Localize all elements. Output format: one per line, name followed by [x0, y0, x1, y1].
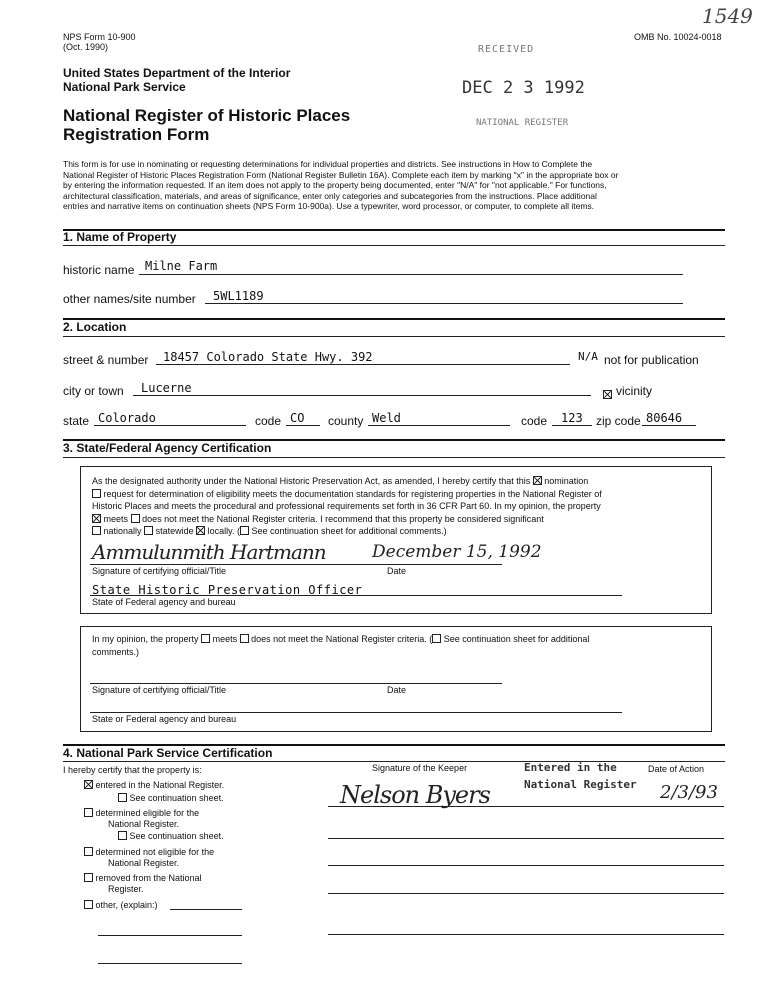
section-3-heading: 3. State/Federal Agency Certification	[63, 441, 272, 455]
keeper-intro: I hereby certify that the property is:	[63, 765, 202, 775]
option-other: other, (explain:)	[84, 900, 158, 911]
does-not-meet-checkbox[interactable]	[131, 514, 140, 523]
entered-stamp-line1: Entered in the	[524, 761, 617, 774]
determination-checkbox[interactable]	[92, 489, 101, 498]
section-2-heading: 2. Location	[63, 320, 127, 334]
other-explain-line	[98, 935, 242, 936]
department-name: United States Department of the Interior	[63, 66, 291, 80]
option-removed: removed from the National	[84, 873, 202, 884]
keeper-line	[328, 838, 724, 839]
state-label: state	[63, 414, 90, 428]
opinion-meets-checkbox[interactable]	[201, 634, 210, 643]
agency-line	[90, 595, 622, 596]
continuation-checkbox[interactable]	[118, 831, 127, 840]
not-for-publication-label: not for publication	[604, 353, 699, 367]
field-underline	[552, 425, 592, 426]
field-underline	[205, 303, 683, 304]
field-underline	[94, 425, 246, 426]
removed-checkbox[interactable]	[84, 873, 93, 882]
city-value[interactable]: Lucerne	[141, 381, 192, 395]
continuation-checkbox[interactable]	[118, 793, 127, 802]
county-label: county	[328, 414, 364, 428]
zip-value[interactable]: 80646	[646, 411, 683, 425]
other-names-label: other names/site number	[63, 292, 196, 306]
option-not-eligible-line2: National Register.	[108, 858, 180, 868]
state-value[interactable]: Colorado	[98, 411, 156, 425]
section-4-heading: 4. National Park Service Certification	[63, 746, 273, 760]
form-subtitle: Registration Form	[63, 125, 210, 144]
locally-checkbox[interactable]	[196, 526, 205, 535]
official-title: State Historic Preservation Officer	[92, 583, 363, 597]
section-divider	[63, 761, 725, 762]
field-underline	[642, 425, 696, 426]
option-eligible-continuation: See continuation sheet.	[118, 831, 224, 842]
signature-label-2: Signature of certifying official/Title	[92, 685, 227, 695]
street-label: street & number	[63, 353, 149, 367]
opinion-continuation-checkbox[interactable]	[432, 634, 441, 643]
field-underline	[133, 395, 591, 396]
section-1-heading: 1. Name of Property	[63, 230, 177, 244]
section-divider	[63, 336, 725, 337]
certifying-signature: Ammulunmith Hartmann	[92, 540, 326, 564]
keeper-line	[328, 893, 724, 894]
section-divider	[63, 457, 725, 458]
received-stamp-bottom: NATIONAL REGISTER	[476, 118, 569, 128]
certification-date: December 15, 1992	[372, 542, 542, 562]
received-stamp-top: RECEIVED	[478, 44, 535, 55]
nomination-checkbox[interactable]	[533, 476, 542, 485]
meets-checkbox[interactable]	[92, 514, 101, 523]
state-code-value[interactable]: CO	[290, 411, 305, 425]
option-eligible: determined eligible for the	[84, 808, 199, 819]
agency-label: State of Federal agency and bureau	[92, 597, 236, 607]
city-label: city or town	[63, 384, 124, 398]
option-eligible-line2: National Register.	[108, 819, 180, 829]
date-label: Date	[387, 566, 407, 576]
vicinity-label: vicinity	[616, 384, 653, 398]
eligible-checkbox[interactable]	[84, 808, 93, 817]
agency-line	[90, 712, 622, 713]
received-stamp-date: DEC 2 3 1992	[462, 78, 585, 98]
vicinity-checkbox[interactable]	[603, 390, 612, 399]
opinion-does-not-meet-checkbox[interactable]	[240, 634, 249, 643]
other-explain-line	[98, 963, 242, 964]
historic-name-value[interactable]: Milne Farm	[145, 259, 218, 273]
form-title: National Register of Historic Places	[63, 106, 351, 125]
date-label-2: Date	[387, 685, 407, 695]
option-entered-continuation: See continuation sheet.	[118, 793, 224, 804]
state-code-label: code	[255, 414, 282, 428]
certification-text: As the designated authority under the National Historic Preservation Act, as amended, I hereby certify that this nomination request for determination of eligibility meets the documentation standards for registering properties in the National Register of Historic Places and meets the procedural and professional requirements set forth in 36 CFR Part 60. In my opinion, the property meets does not meet the National Register criteria. I recommend that this property be considered significant nationally statewide locally. ( See continuation sheet for additional comments.)	[92, 476, 602, 536]
service-name: National Park Service	[63, 80, 186, 94]
field-underline	[368, 425, 510, 426]
entered-checkbox[interactable]	[84, 780, 93, 789]
option-not-eligible: determined not eligible for the	[84, 847, 214, 858]
section-divider	[63, 318, 725, 320]
agency-label-2: State or Federal agency and bureau	[92, 714, 237, 724]
keeper-signature: Nelson Byers	[340, 781, 490, 809]
option-entered: entered in the National Register.	[84, 780, 224, 791]
option-removed-line2: Register.	[108, 884, 144, 894]
keeper-signature-label: Signature of the Keeper	[372, 763, 468, 773]
instructions: This form is for use in nominating or requesting determinations for individual properties and districts. See instructions in How to Complete the National Register of Historic Places Registration Form (National Register Bulletin 16A). Complete each item by marking "x" in the appropriate box or by entering the information requested. If an item does not apply to the property being documented, enter "N/A" for "not applicable." For functions, architectural classification, materials, and areas of significance, enter only categories and subcategories from the instructions. Place additional entries and narrative items on continuation sheets (NPS Form 10-900a). Use a typewriter, word processor, or computer, to complete all items.	[63, 159, 619, 211]
field-underline	[156, 364, 570, 365]
county-code-label: code	[521, 414, 548, 428]
county-code-value[interactable]: 123	[561, 411, 583, 425]
not-eligible-checkbox[interactable]	[84, 847, 93, 856]
action-date: 2/3/93	[660, 782, 718, 803]
form-number: NPS Form 10-900	[63, 32, 136, 42]
signature-line	[90, 683, 502, 684]
continuation-checkbox[interactable]	[240, 526, 249, 535]
form-date: (Oct. 1990)	[63, 42, 109, 52]
signature-line	[90, 564, 502, 565]
field-underline	[139, 274, 683, 275]
street-value[interactable]: 18457 Colorado State Hwy. 392	[163, 350, 373, 364]
nationally-checkbox[interactable]	[92, 526, 101, 535]
zip-label: zip code	[596, 414, 641, 428]
keeper-line	[328, 806, 724, 807]
entered-stamp-line2: National Register	[524, 778, 637, 791]
other-names-value[interactable]: 5WL1189	[213, 289, 264, 303]
county-value[interactable]: Weld	[372, 411, 401, 425]
corner-handwritten-mark: 1549	[702, 4, 753, 28]
date-of-action-label: Date of Action	[648, 764, 705, 774]
other-checkbox[interactable]	[84, 900, 93, 909]
opinion-text: In my opinion, the property meets does not meet the National Register criteria. ( See continuation sheet for additional comments.)	[92, 634, 590, 657]
signature-label: Signature of certifying official/Title	[92, 566, 227, 576]
not-for-publication-value[interactable]: N/A	[578, 350, 598, 363]
statewide-checkbox[interactable]	[144, 526, 153, 535]
omb-number: OMB No. 10024-0018	[634, 32, 722, 42]
keeper-line	[328, 934, 724, 935]
historic-name-label: historic name	[63, 263, 135, 277]
keeper-line	[328, 865, 724, 866]
section-divider	[63, 245, 725, 246]
other-explain-line	[170, 909, 242, 910]
field-underline	[286, 425, 320, 426]
